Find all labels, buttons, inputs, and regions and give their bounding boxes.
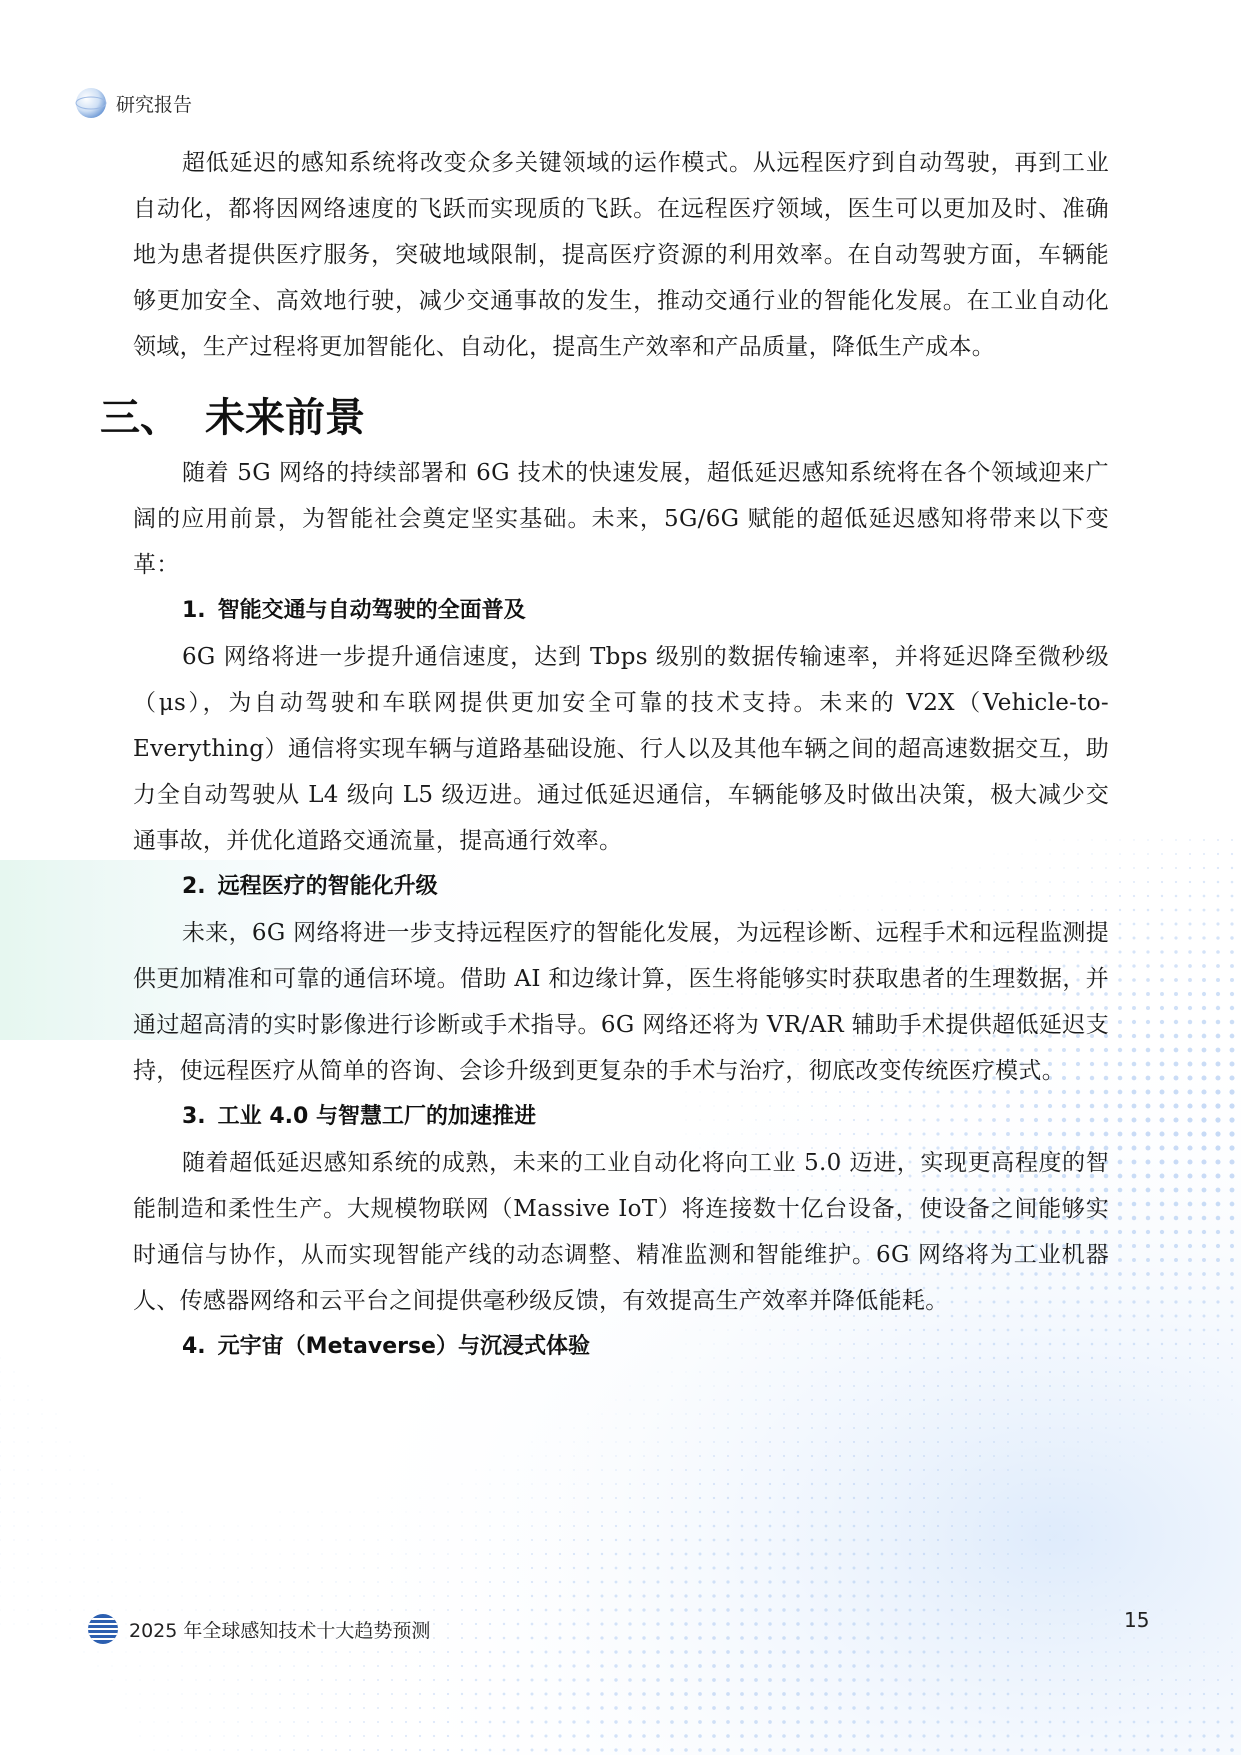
subsection-heading-4 xyxy=(133,1324,1109,1370)
intro-paragraph: 超低延迟的感知系统将改变众多关键领域的运作模式。从远程医疗到自动驾驶，再到工业自动化，都将因网络速度的飞跃而实现质的飞跃。在远程医疗领域，医生可以更加及时、准确地为患者提供医疗服务，突破地域限制，提高医疗资源的利用效率。在自动驾驶方面，车辆能够更加安全、高效地行驶，减少交通事故的发生，推动交通行业的智能化发展。在工业自动化领域，生产过程将更加智能化、自动化，提高生产效率和产品质量，降低生产成本。 xyxy=(133,150,1109,360)
header-label: 研究报告 xyxy=(116,93,193,116)
subsection-number: 1. xyxy=(182,598,206,623)
subsection-number: 3. xyxy=(182,1104,206,1129)
section-number: 三、 xyxy=(100,395,180,441)
subsection-number: 2. xyxy=(182,874,206,899)
page-footer xyxy=(86,1612,430,1646)
section-lead-paragraph: 随着 5G 网络的持续部署和 6G 技术的快速发展，超低延迟感知系统将在各个领域迎来广阔的应用前景，为智能社会奠定坚实基础。未来，5G/6G 赋能的超低延迟感知将带来以下变革： xyxy=(133,460,1109,578)
subsection-title: 元宇宙（Metaverse）与沉浸式体验 xyxy=(217,1334,590,1359)
subsection-title: 工业 4.0 与智慧工厂的加速推进 xyxy=(217,1104,536,1129)
subsection-heading-3 xyxy=(133,1094,1109,1140)
subsection-body-2: 未来，6G 网络将进一步支持远程医疗的智能化发展，为远程诊断、远程手术和远程监测提供更加精准和可靠的通信环境。借助 AI 和边缘计算，医生将能够实时获取患者的生理数据，并通过超高清的实时影像进行诊断或手术指导。6G 网络还将为 VR/AR 辅助手术提供超低延迟支持，使远程医疗从简单的咨询、会诊升级到更复杂的手术与治疗，彻底改变传统医疗模式。 xyxy=(133,920,1109,1084)
section-heading xyxy=(100,388,1109,448)
subsection-body-3: 随着超低延迟感知系统的成熟，未来的工业自动化将向工业 5.0 迈进，实现更高程度的智能制造和柔性生产。大规模物联网（Massive IoT）将连接数十亿台设备，使设备之间能够实时通信与协作，从而实现智能产线的动态调整、精准监测和智能维护。6G 网络将为工业机器人、传感器网络和云平台之间提供毫秒级反馈，有效提高生产效率并降低能耗。 xyxy=(133,1150,1109,1314)
page-number: 15 xyxy=(1124,1608,1150,1632)
subsection-number: 4. xyxy=(182,1334,206,1359)
subsection-title: 远程医疗的智能化升级 xyxy=(217,874,438,899)
globe-logo-icon xyxy=(74,86,108,120)
subsection-heading-1 xyxy=(133,588,1109,634)
footer-label: 2025 年全球感知技术十大趋势预测 xyxy=(129,1619,431,1642)
main-content xyxy=(100,140,1109,1370)
subsection-title: 智能交通与自动驾驶的全面普及 xyxy=(217,598,526,623)
striped-globe-logo-icon xyxy=(86,1612,120,1646)
page-header xyxy=(74,86,192,120)
subsection-heading-2 xyxy=(133,864,1109,910)
subsection-body-1: 6G 网络将进一步提升通信速度，达到 Tbps 级别的数据传输速率，并将延迟降至微秒级（μs），为自动驾驶和车联网提供更加安全可靠的技术支持。未来的 V2X（Vehicle-to-Everything）通信将实现车辆与道路基础设施、行人以及其他车辆之间的超高速数据交互，助力全自动驾驶从 L4 级向 L5 级迈进。通过低延迟通信，车辆能够及时做出决策，极大减少交通事故，并优化道路交通流量，提高通行效率。 xyxy=(133,644,1109,854)
section-title: 未来前景 xyxy=(205,395,365,441)
